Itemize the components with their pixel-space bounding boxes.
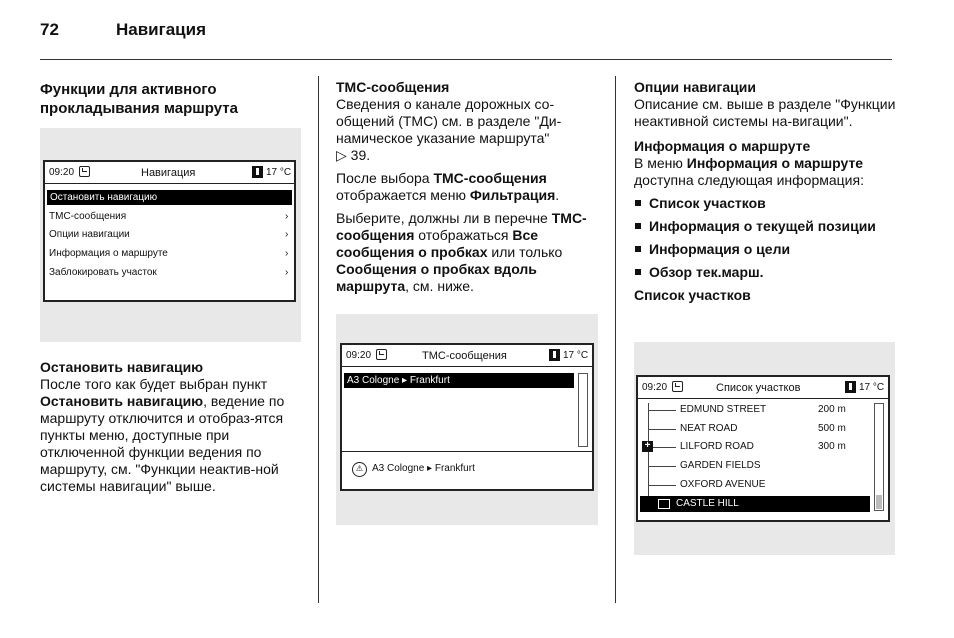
page-number: 72 — [40, 20, 59, 39]
section-row-distance: 200 m — [818, 404, 846, 415]
header-divider — [40, 59, 892, 60]
destination-flag-icon — [658, 499, 670, 509]
tree-branch — [648, 410, 676, 411]
temperature: 17 °C — [266, 167, 292, 178]
stop-navigation-text: После того как будет выбран пункт Остановить навигацию, ведение по маршруту отключится и отобраз-ятся пункты меню, доступные при отключенной функции ведения по маршруту, см. "Функции неактив-ной системы навигации" выше. — [40, 376, 285, 494]
tmc-message-item[interactable]: A3 Cologne ▸ Frankfurt — [344, 373, 574, 388]
tree-branch — [653, 447, 676, 448]
clock-time: 09:20 — [49, 167, 75, 178]
route-info-list — [634, 195, 896, 281]
section-row-name[interactable]: EDMUND STREET — [680, 404, 767, 415]
clock-icon — [79, 166, 90, 177]
expand-plus-icon[interactable]: + — [642, 441, 653, 452]
thermometer-icon — [845, 381, 856, 393]
arrow-ref-icon: ▷ — [336, 147, 351, 163]
column-3 — [634, 79, 896, 304]
section-list-heading: Список участков — [634, 287, 751, 303]
section-row-distance: 300 m — [818, 441, 846, 452]
section-row-name-selected[interactable]: CASTLE HILL — [676, 498, 739, 509]
tmc-paragraph-2: После выбора TMC-сообщения отображается меню Фильтрация. — [336, 170, 560, 203]
list-item: Информация о текущей позиции — [634, 218, 896, 235]
menu-item-stop-navigation[interactable]: Остановить навигацию — [47, 190, 292, 205]
screen-titlebar — [45, 162, 294, 184]
menu-item-nav-options[interactable]: Опции навигации — [49, 229, 130, 240]
clock-time: 09:20 — [642, 382, 668, 393]
tmc-screenshot — [336, 314, 598, 525]
section-row-name[interactable]: GARDEN FIELDS — [680, 460, 761, 471]
tree-trunk — [648, 403, 649, 506]
menu-item-tmc[interactable]: TMC-сообщения — [49, 211, 127, 222]
chevron-right-icon: › — [285, 229, 289, 240]
footer-divider — [342, 451, 592, 452]
column-2 — [336, 79, 604, 301]
traffic-warning-icon: ⚠ — [352, 462, 367, 477]
tmc-paragraph-3: Выберите, должны ли в перечне TMC-сообщения отображаться Все сообщения о пробках или только Сообщения о пробках вдоль маршрута, см. ниже. — [336, 210, 587, 294]
tree-branch — [648, 466, 676, 467]
screen-title: Навигация — [141, 167, 196, 179]
section-list-screenshot — [634, 342, 895, 555]
scrollbar[interactable] — [578, 373, 588, 447]
nav-options-text: Описание см. выше в разделе "Функции неактивной системы на-вигации". — [634, 96, 896, 129]
route-info-heading: Информация о маршруте — [634, 138, 811, 154]
column-divider — [615, 76, 616, 603]
column-divider — [318, 76, 319, 603]
list-item: Обзор тек.марш. — [634, 264, 896, 281]
thermometer-icon — [549, 349, 560, 361]
stop-navigation-heading: Остановить навигацию — [40, 359, 204, 375]
chevron-right-icon: › — [285, 267, 289, 278]
tree-branch — [648, 429, 676, 430]
list-item: Список участков — [634, 195, 896, 212]
screen-title: Список участков — [716, 382, 801, 394]
nav-options-heading: Опции навигации — [634, 79, 756, 95]
nav-menu-screenshot — [40, 128, 301, 342]
scrollbar[interactable] — [874, 403, 884, 511]
section-row-name[interactable]: LILFORD ROAD — [680, 441, 754, 452]
tmc-footer-route: A3 Cologne ▸ Frankfurt — [372, 463, 475, 474]
tmc-screen — [340, 343, 594, 491]
tree-branch — [648, 485, 676, 486]
menu-item-route-info[interactable]: Информация о маршруте — [49, 248, 168, 259]
scrollbar-thumb[interactable] — [876, 495, 882, 509]
tmc-heading: TMC-сообщения — [336, 79, 450, 95]
temperature: 17 °C — [859, 382, 885, 393]
clock-icon — [376, 349, 387, 360]
screen-titlebar — [638, 377, 888, 399]
screen-titlebar — [342, 345, 592, 367]
tmc-paragraph-1: Сведения о канале дорожных со-общений (TMC) см. в разделе "Ди-намическое указание маршрута" ▷ 39. — [336, 96, 562, 163]
route-info-text: В меню Информация о маршруте доступна следующая информация: — [634, 155, 864, 188]
chevron-right-icon: › — [285, 211, 289, 222]
col1-heading: Функции для активного прокладывания маршрута — [40, 81, 238, 117]
temperature: 17 °C — [563, 350, 589, 361]
menu-item-block-section[interactable]: Заблокировать участок — [49, 267, 157, 278]
section-row-name[interactable]: OXFORD AVENUE — [680, 479, 766, 490]
nav-menu-screen — [43, 160, 296, 302]
section-row-distance: 500 m — [818, 423, 846, 434]
section-list-screen — [636, 375, 890, 522]
column-1 — [40, 80, 308, 118]
clock-time: 09:20 — [346, 350, 372, 361]
list-item: Информация о цели — [634, 241, 896, 258]
section-row-name[interactable]: NEAT ROAD — [680, 423, 738, 434]
screen-title: TMC-сообщения — [422, 350, 507, 362]
clock-icon — [672, 381, 683, 392]
chevron-right-icon: › — [285, 248, 289, 259]
section-title: Навигация — [116, 20, 206, 39]
thermometer-icon — [252, 166, 263, 178]
selected-row-highlight[interactable] — [640, 496, 870, 512]
stop-navigation-section — [40, 359, 308, 501]
